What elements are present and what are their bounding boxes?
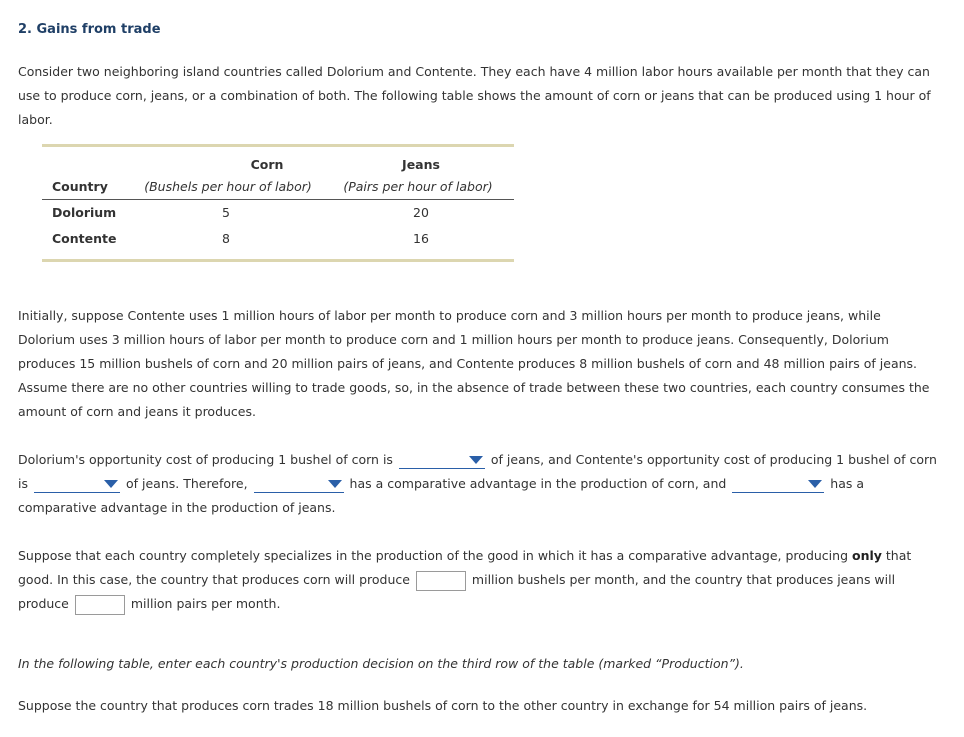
q1-text-4: has a comparative advantage in the production of corn, and	[349, 476, 727, 491]
jeans-production-input[interactable]	[75, 595, 125, 615]
header-jeans: Jeans	[402, 157, 440, 172]
row-jeans: 20	[413, 205, 429, 220]
trade-paragraph: Suppose the country that produces corn trades 18 million bushels of corn to the other country in exchange for 54 million pairs of jeans.	[18, 698, 868, 713]
section-title: 2. Gains from trade	[18, 22, 161, 37]
corn-production-input[interactable]	[416, 571, 466, 591]
opportunity-cost-question	[18, 448, 938, 520]
q2-text-3: million bushels per month, and the country that produces jeans will produce	[18, 572, 896, 611]
instruction-text: In the following table, enter each country's production decision on the third row of the table (marked “Production”).	[18, 656, 744, 671]
chevron-down-icon	[328, 480, 342, 488]
row-corn: 8	[222, 231, 230, 246]
scenario-paragraph: Initially, suppose Contente uses 1 million hours of labor per month to produce corn and 3 million hours per month to produce jeans, while Dolorium uses 3 million hours of labor per month to produce corn and 1 million hours per month to produce jeans. Consequently, Dolorium produces 15 million bushels of corn and 20 million pairs of jeans, and Contente produces 8 million bushels of corn and 48 million pairs of jeans. Assume there are no other countries willing to trade goods, so, in the absence of trade between these two countries, each country consumes the amount of corn and jeans it produces.	[18, 308, 930, 419]
contente-opp-cost-dropdown[interactable]	[34, 474, 120, 493]
row-country: Contente	[52, 231, 117, 246]
chevron-down-icon	[808, 480, 822, 488]
header-country: Country	[52, 179, 108, 194]
q1-text-1: Dolorium's opportunity cost of producing 1 bushel of corn is	[18, 452, 393, 467]
header-corn-unit: (Bushels per hour of labor)	[144, 179, 312, 194]
row-country: Dolorium	[52, 205, 117, 220]
row-jeans: 16	[413, 231, 429, 246]
header-jeans-unit: (Pairs per hour of labor)	[343, 179, 493, 194]
row-corn: 5	[222, 205, 230, 220]
dolorium-opp-cost-dropdown[interactable]	[399, 450, 485, 469]
intro-paragraph: Consider two neighboring island countries called Dolorium and Contente. They each have 4 million labor hours available per month that they can use to produce corn, jeans, or a combination of both. The following table shows the amount of corn or jeans that can be produced using 1 hour of labor.	[18, 64, 931, 127]
q2-text-4: million pairs per month.	[130, 596, 281, 611]
jeans-advantage-dropdown[interactable]	[732, 474, 824, 493]
chevron-down-icon	[469, 456, 483, 464]
header-divider	[42, 199, 514, 200]
q2-emphasis: only	[851, 548, 882, 563]
labor-productivity-table	[42, 144, 514, 262]
q1-text-2: of jeans, and Contente's opportunity cost of producing 1 bushel of corn is	[18, 452, 937, 491]
q1-text-3: of jeans. Therefore,	[125, 476, 248, 491]
q1-text-5: has a comparative advantage in the production of jeans.	[18, 476, 865, 515]
specialization-question	[18, 544, 938, 616]
q2-text-2: that good. In this case, the country that produces corn will produce	[18, 548, 912, 587]
q2-text-1: Suppose that each country completely specializes in the production of the good in which it has a comparative advantage, producing	[18, 548, 848, 563]
corn-advantage-dropdown[interactable]	[254, 474, 344, 493]
chevron-down-icon	[104, 480, 118, 488]
header-corn: Corn	[250, 157, 284, 172]
